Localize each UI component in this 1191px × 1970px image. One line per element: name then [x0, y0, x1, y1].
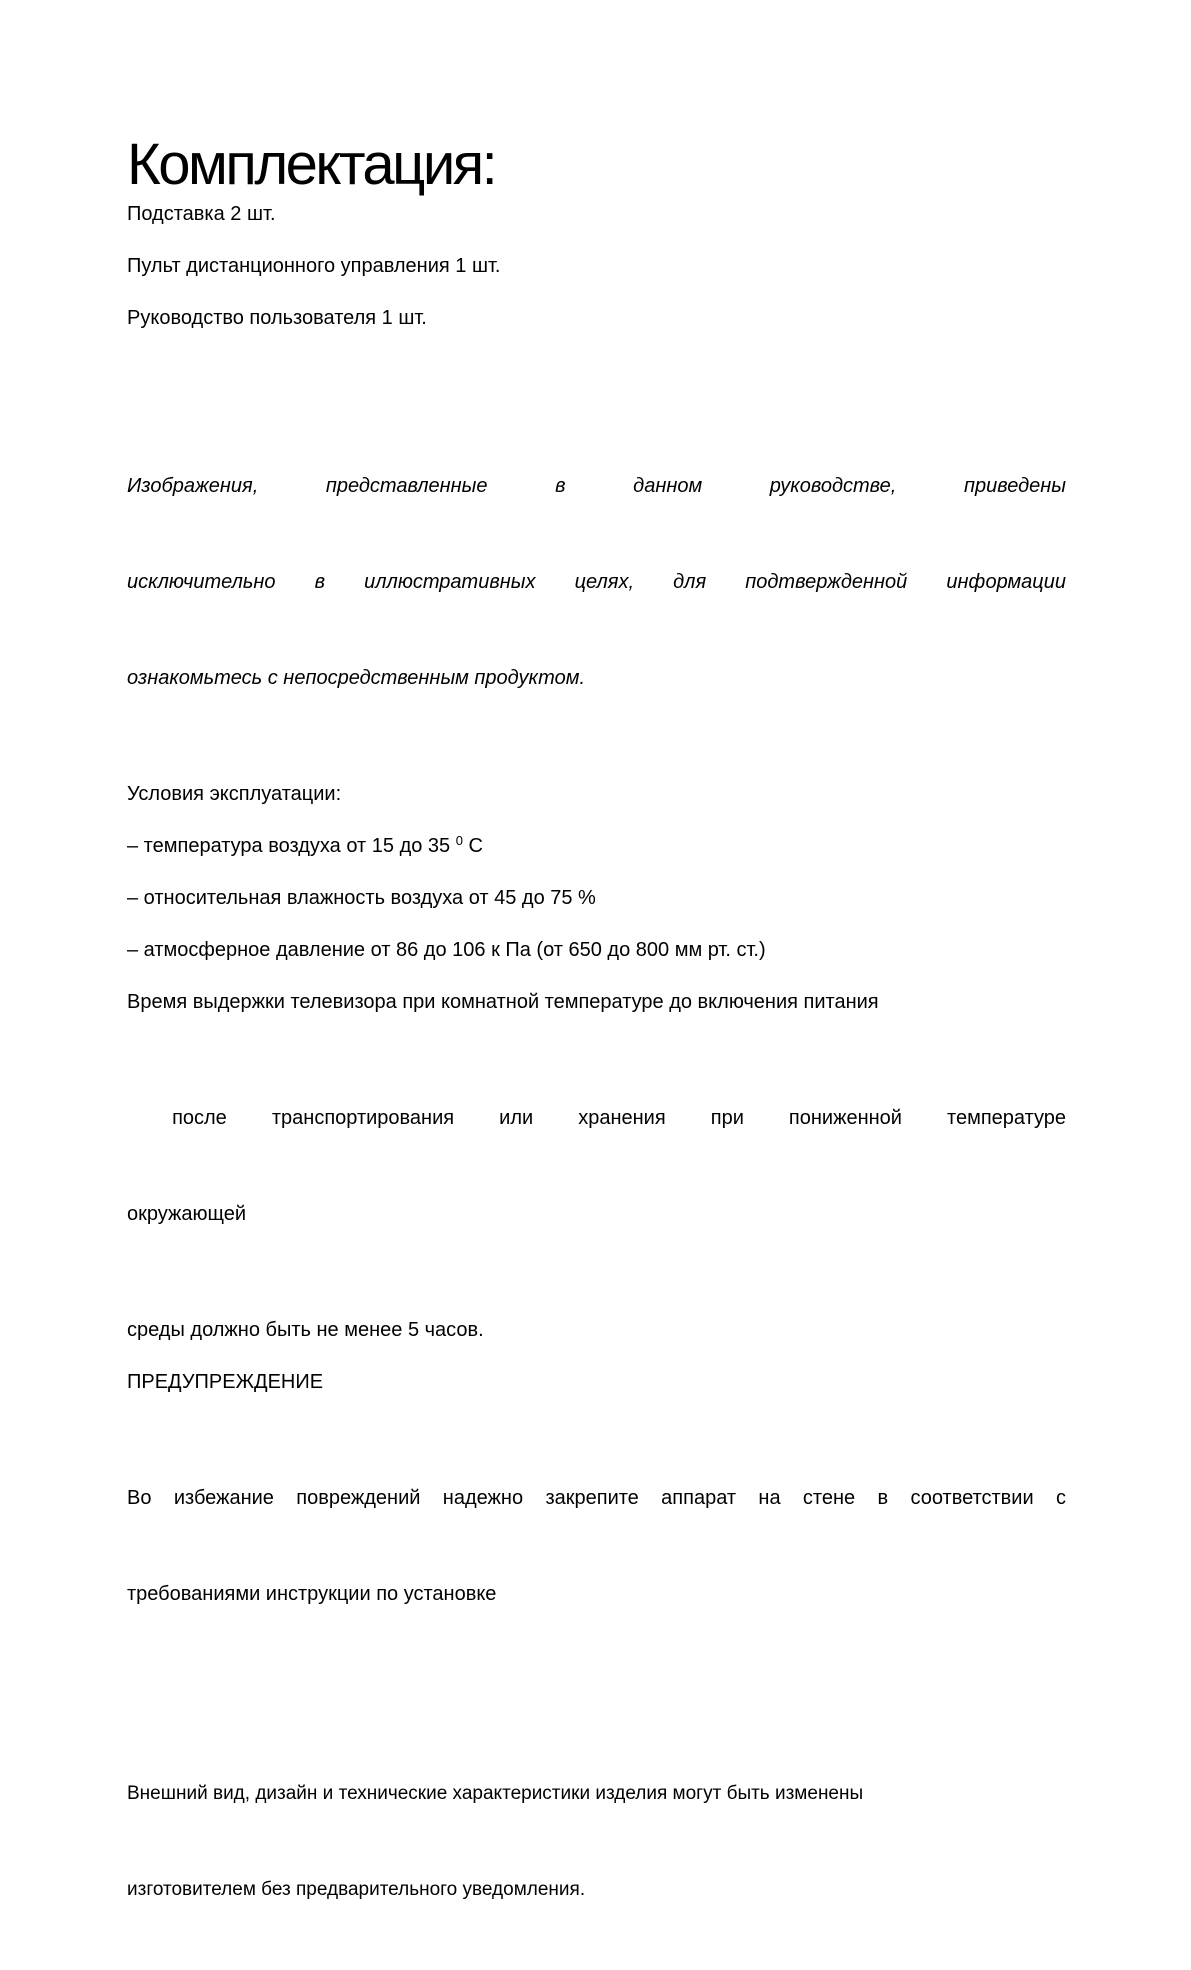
holding-time-intro: Время выдержки телевизора при комнатной температуре до включения питания	[127, 991, 879, 1013]
condition-humidity: – относительная влажность воздуха от 45 до 75 %	[127, 887, 596, 909]
warning-line-2: требованиями инструкции по установке	[127, 1583, 497, 1605]
footnote-line-1: Внешний вид, дизайн и технические характеристики изделия могут быть изменены	[127, 1783, 864, 1804]
disclaimer-line-2: исключительно в иллюстративных целях, для подтвержденной информации	[127, 571, 1066, 593]
holding-time-transport-line-2: окружающей	[127, 1203, 247, 1225]
footnote-paragraph	[127, 1714, 1066, 1970]
warning-paragraph	[127, 1418, 1066, 1674]
empty-line	[127, 354, 1066, 386]
package-item-remote: Пульт дистанционного управления 1 шт.	[127, 255, 501, 277]
condition-temperature-text: – температура воздуха от 15 до 35	[127, 835, 456, 857]
warning-heading: ПРЕДУПРЕЖДЕНИЕ	[127, 1371, 324, 1393]
page-title: Комплектация:	[127, 132, 496, 197]
conditions-heading: Условия эксплуатации:	[127, 783, 342, 805]
holding-time-transport	[127, 1038, 1066, 1294]
warning-line-1: Во избежание повреждений надежно закрепите аппарат на стене в соответствии с	[127, 1487, 1066, 1509]
condition-temperature-unit: С	[462, 835, 483, 857]
disclaimer-line-3: ознакомьтесь с непосредственным продуктом.	[127, 667, 585, 689]
condition-temperature	[127, 830, 1066, 862]
disclaimer-paragraph	[127, 406, 1066, 758]
package-item-manual: Руководство пользователя 1 шт.	[127, 307, 427, 329]
holding-time-duration: среды должно быть не менее 5 часов.	[127, 1319, 484, 1341]
disclaimer-line-1: Изображения, представленные в данном руководстве, приведены	[127, 475, 1066, 497]
degree-superscript: 0	[455, 833, 463, 848]
condition-pressure: – атмосферное давление от 86 до 106 к Па (от 650 до 800 мм рт. ст.)	[127, 939, 766, 961]
holding-time-transport-line-1: после транспортирования или хранения при пониженной температуре	[127, 1107, 1067, 1129]
package-item-stand: Подставка 2 шт.	[127, 203, 276, 225]
footnote-line-2: изготовителем без предварительного уведомления.	[127, 1879, 586, 1900]
